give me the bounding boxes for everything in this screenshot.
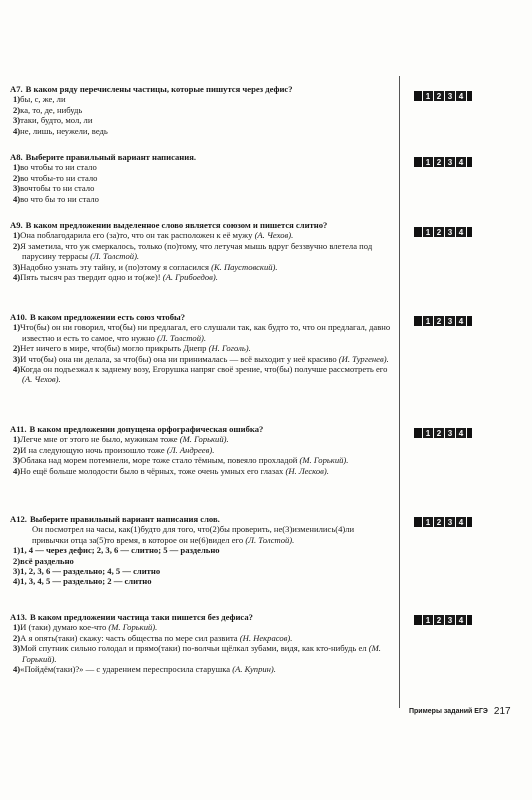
answer-boxes-a8 [414,156,474,168]
option: 4)1, 3, 4, 5 — раздельно; 2 — слитно [13,576,152,587]
answer-box-1[interactable]: 1 [423,157,433,167]
answer-box-4[interactable]: 4 [456,428,466,438]
answer-boxes-a7 [414,90,474,102]
answer-box-3[interactable]: 3 [445,428,455,438]
answer-column-divider [399,76,400,708]
answer-box-2[interactable]: 2 [434,615,444,625]
page-footer [409,704,511,718]
question-number: А9. [10,220,23,230]
option: 1)1, 4 — через дефис; 2, 3, 6 — слитно; 5 — раздельно [13,545,220,556]
question-number: А13. [10,612,27,622]
question-a10 [0,312,392,385]
question-number: А7. [10,84,23,94]
answer-box-1[interactable]: 1 [423,227,433,237]
answer-box-1[interactable]: 1 [423,517,433,527]
option: 3)Мой спутник сильно голодал и прямо(таки) по-волчьи щёлкал зубами, видя, как кто-нибудь ел (М. Горький). [13,643,381,664]
question-a7 [0,84,392,136]
answer-boxes-a12 [414,516,474,528]
answer-box-2[interactable]: 2 [434,517,444,527]
answer-box-3[interactable]: 3 [445,517,455,527]
option: 3)таки, будто, мол, ли [13,115,93,126]
option: 1)Она поблагодарила его (за)то, что он так расположен к её мужу (А. Чехов). [13,230,294,241]
question-text: В каком предложении частица таки пишется без дефиса? [29,612,253,622]
answer-box-4[interactable]: 4 [456,615,466,625]
answer-box-3[interactable]: 3 [445,615,455,625]
answer-box-2[interactable]: 2 [434,227,444,237]
question-number: А11. [10,424,27,434]
answer-box-2[interactable]: 2 [434,157,444,167]
answer-box-1[interactable]: 1 [423,91,433,101]
question-a8 [0,152,392,204]
option: 1)Легче мне от этого не было, мужикам тоже (М. Горький). [13,434,229,445]
question-a9 [0,220,392,282]
question-text: Выберите правильный вариант написания. [25,152,196,162]
question-number: А10. [10,312,27,322]
question-text: Выберите правильный вариант написания слов. [29,514,220,524]
option: 4)во что бы то ни стало [13,193,99,204]
question-number: А12. [10,514,27,524]
option: 3)Надобно узнать эту тайну, и (по)этому я согласился (К. Паустовский). [13,261,278,272]
answer-box-3[interactable]: 3 [445,227,455,237]
question-text: В каком предложении допущена орфографическая ошибка? [29,424,264,434]
question-text: В каком предложении есть союз чтобы? [29,312,186,322]
option: 2)Я заметила, что уж смеркалось, только (по)тому, что летучая мышь вдруг беззвучно влетела под парусину террасы (Л. Толстой). [13,240,373,262]
question-a13 [0,612,392,674]
option: 3)вочтобы то ни стало [13,183,95,194]
option: 1)во чтобы то ни стало [13,162,97,173]
answer-box-3[interactable]: 3 [445,316,455,326]
answer-box-1[interactable]: 1 [423,316,433,326]
option: 2)ка, то, де, нибудь [13,104,83,115]
question-a11 [0,424,392,476]
option: 2)И на следующую ночь произошло тоже (Л. Андреев). [13,444,215,455]
task-passage: Он посмотрел на часы, как(1)будто для того, что(2)бы проверить, не(3)изменились(4)ли привычки отца за(5)то время, в которое он не(6)видел его (Л. Толстой). [32,524,355,545]
answer-box-4[interactable]: 4 [456,91,466,101]
answer-boxes-a11 [414,427,474,439]
option: 1)бы, с, же, ли [13,94,66,105]
answer-box-3[interactable]: 3 [445,91,455,101]
option: 3)И что(бы) она ни делала, за что(бы) она ни принималась — всё выходит у неё красиво (И. Тургенев). [13,353,389,364]
option: 3)Облака над морем потемнели, море тоже стало тёмным, повеяло прохладой (М. Горький). [13,455,349,466]
option: 3)1, 2, 3, 6 — раздельно; 4, 5 — слитно [13,566,161,577]
option: 4)не, лишь, неужели, ведь [13,125,108,136]
question-a12 [0,514,392,587]
answer-box-2[interactable]: 2 [434,316,444,326]
question-number: А8. [10,152,23,162]
option: 4)Пять тысяч раз твердит одно и то(же)! (А. Грибоедов). [13,272,218,283]
question-text: В каком предложении выделенное слово является союзом и пишется слитно? [25,220,328,230]
option: 4)«Пойдём(таки)?» — с ударением переспросила старушка (А. Куприн). [13,664,276,675]
answer-box-4[interactable]: 4 [456,517,466,527]
answer-box-4[interactable]: 4 [456,316,466,326]
option: 2)во чтобы-то ни стало [13,172,98,183]
option: 1)И (таки) думаю кое-что (М. Горький). [13,622,158,633]
option: 2)А я опять(таки) скажу: часть общества по мере сил развита (Н. Некрасов). [13,632,293,643]
answer-box-2[interactable]: 2 [434,428,444,438]
answer-boxes-a10 [414,315,474,327]
answer-box-4[interactable]: 4 [456,157,466,167]
answer-box-2[interactable]: 2 [434,91,444,101]
answer-box-4[interactable]: 4 [456,227,466,237]
option: 1)Что(бы) он ни говорил, что(бы) ни предлагал, его слушали так, как будто то, что он предлагал, давно известно и есть то самое, что нужно (Л. Толстой). [13,322,391,343]
answer-box-3[interactable]: 3 [445,157,455,167]
answer-box-1[interactable]: 1 [423,428,433,438]
running-footer-title: Примеры заданий ЕГЭ [409,707,488,715]
answer-boxes-a13 [414,614,474,626]
answer-boxes-a9 [414,226,474,238]
answer-box-1[interactable]: 1 [423,615,433,625]
option: 2)Нет ничего в мире, что(бы) могло прикрыть Днепр (Н. Гоголь). [13,343,251,354]
page-number: 217 [493,705,511,717]
option: 2)всё раздельно [13,555,74,566]
option: 4)Но ещё больше молодости было в чёрных, тоже очень умных его глазах (Н. Лесков). [13,465,329,476]
question-text: В каком ряду перечислены частицы, которые пишутся через дефис? [25,84,293,94]
option: 4)Когда он подъезжал к заднему возу, Егорушка напряг своё зрение, что(бы) получше рассмотреть его (А. Чехов). [13,364,388,385]
